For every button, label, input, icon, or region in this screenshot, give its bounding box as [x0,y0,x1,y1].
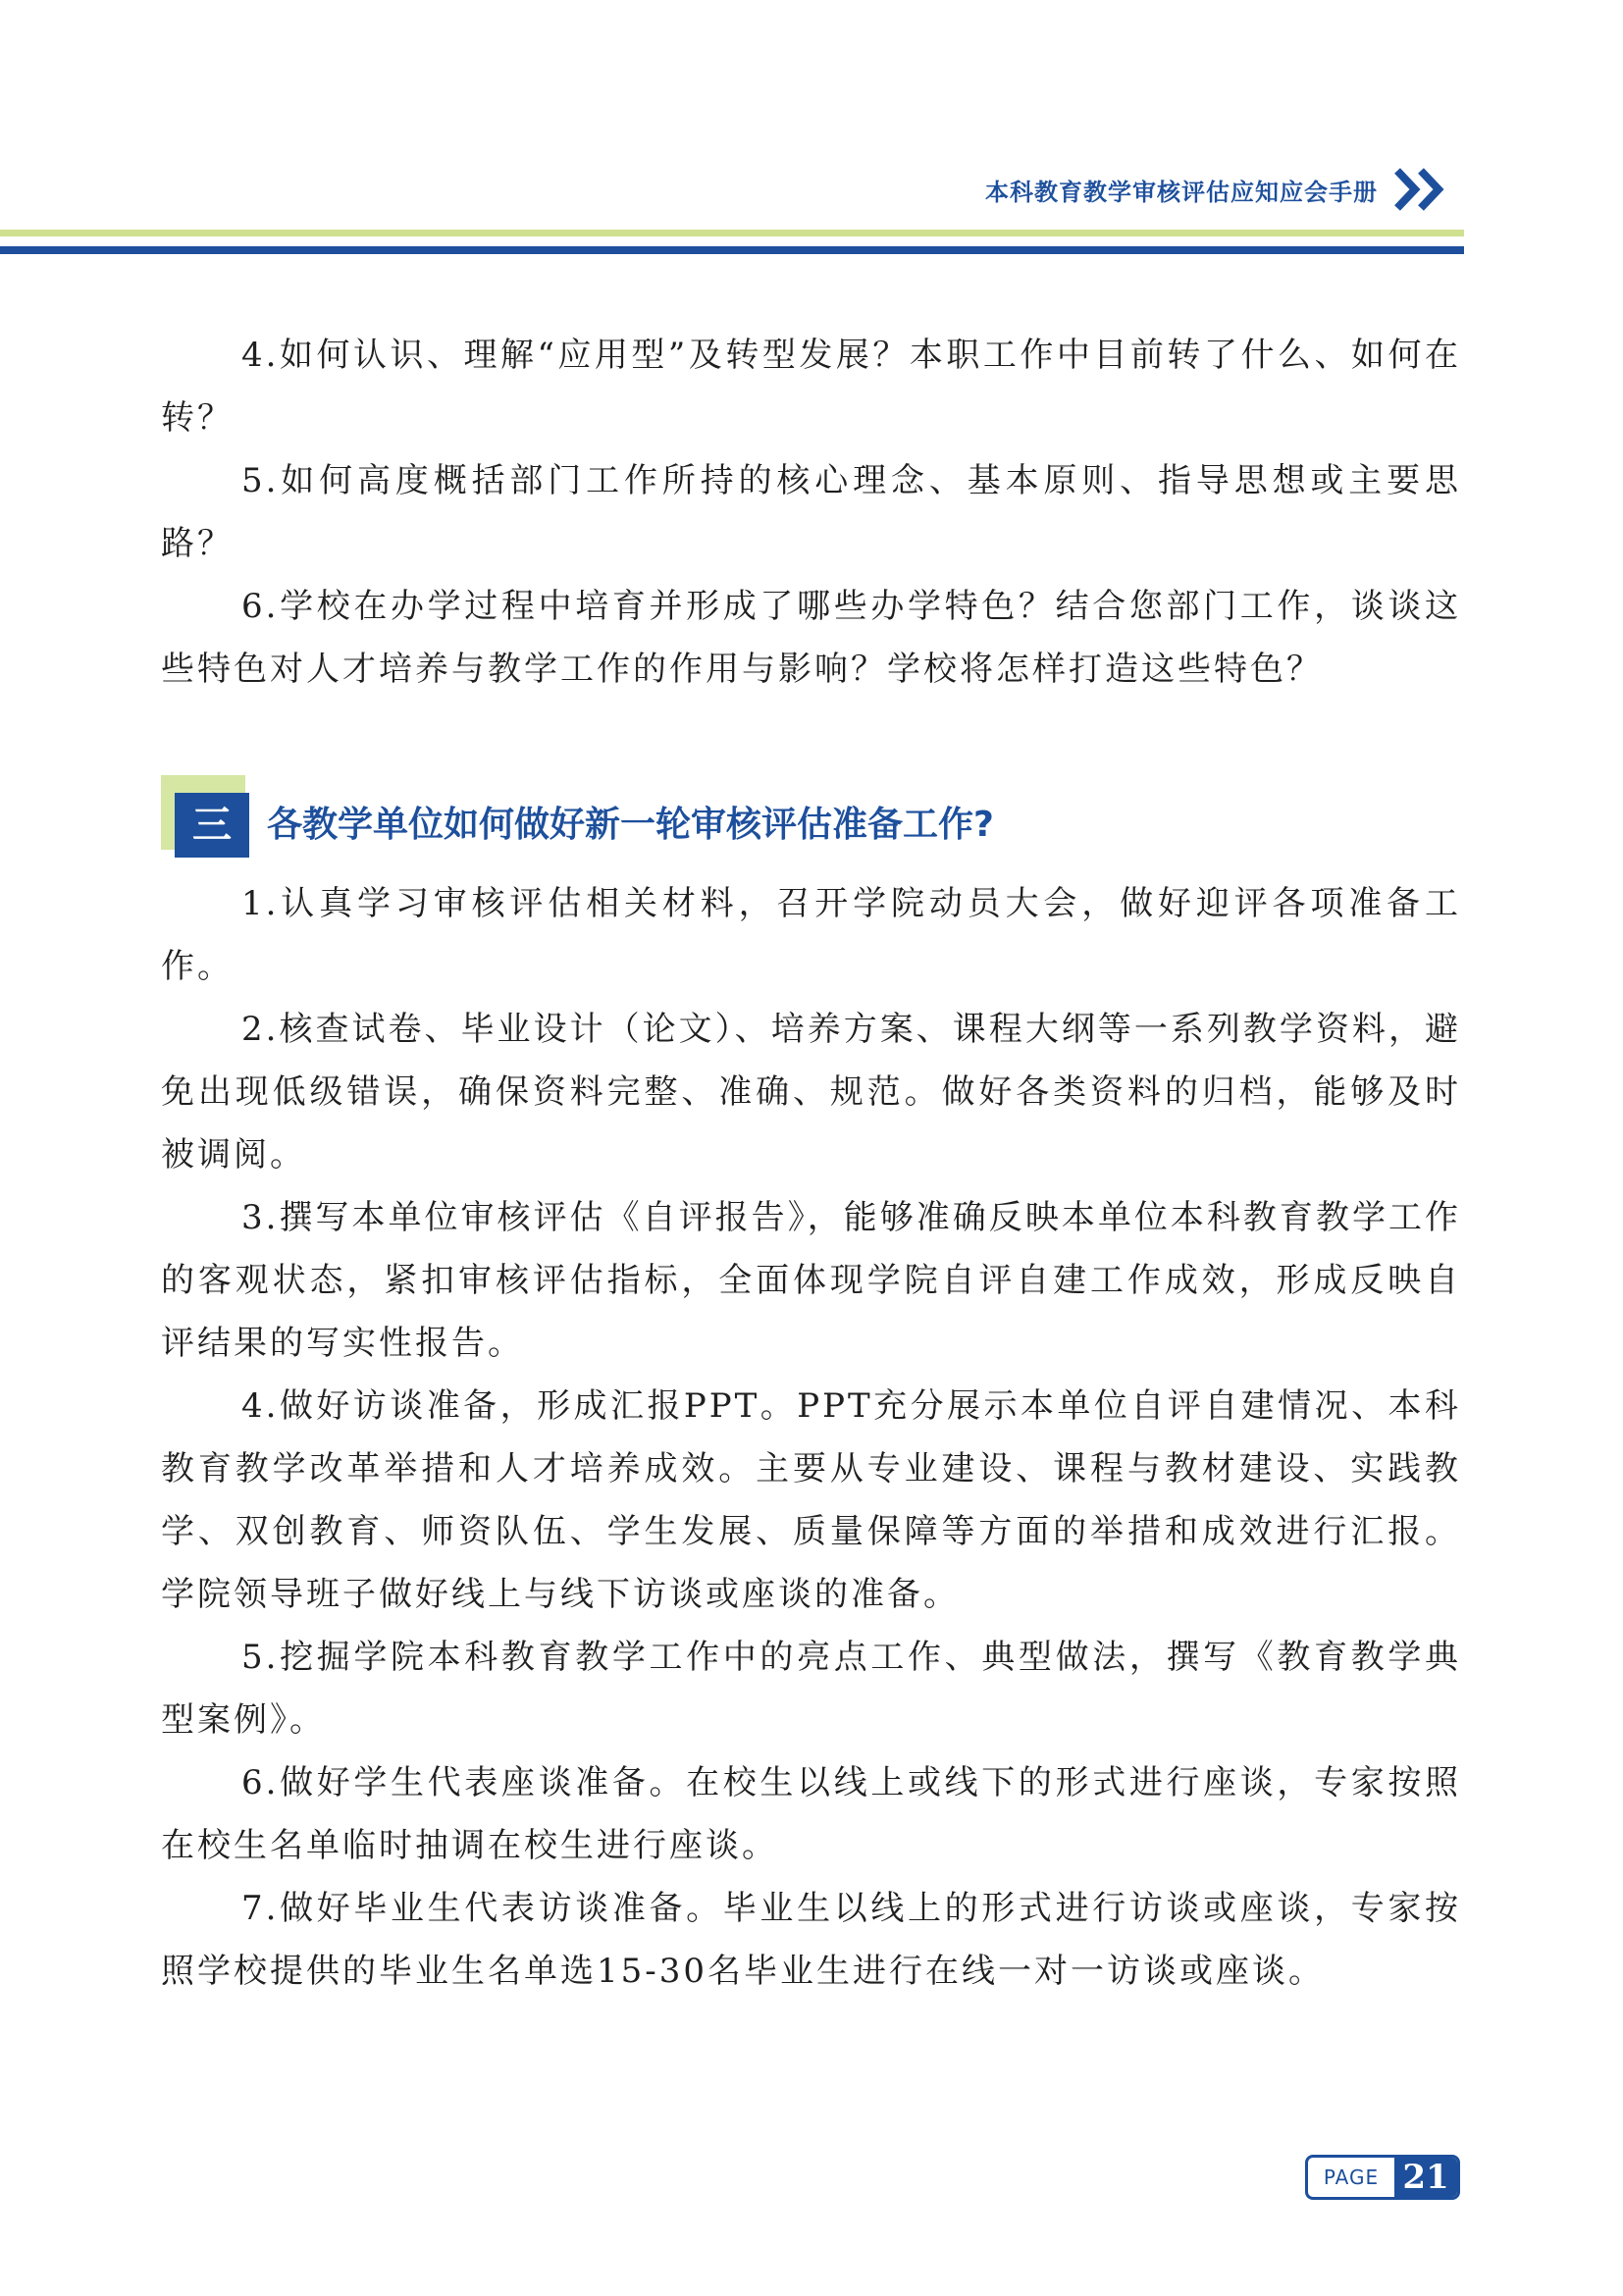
header-divider-green [0,230,1464,236]
section-step-list [161,872,1461,2003]
step-paragraph: 2.核查试卷、毕业设计（论文）、培养方案、课程大纲等一系列教学资料，避免出现低级错误，确保资料完整、准确、规范。做好各类资料的归档，能够及时被调阅。 [161,1010,1461,1174]
intro-question-list [161,324,1461,701]
step-paragraph: 1.认真学习审核评估相关材料，召开学院动员大会，做好迎评各项准备工作。 [161,884,1461,986]
page-number: 21 [1394,2158,1457,2197]
question-paragraph: 5.如何高度概括部门工作所持的核心理念、基本原则、指导思想或主要思路？ [161,461,1461,563]
step-paragraph: 5.挖掘学院本科教育教学工作中的亮点工作、典型做法，撰写《教育教学典型案例》。 [161,1638,1461,1740]
step-paragraph: 6.做好学生代表座谈准备。在校生以线上或线下的形式进行座谈，专家按照在校生名单临时抽调在校生进行座谈。 [161,1763,1461,1865]
question-paragraph: 4.如何认识、理解“应用型”及转型发展？本职工作中目前转了什么、如何在转？ [161,336,1461,438]
header-divider-blue [0,246,1464,254]
running-header-title: 本科教育教学审核评估应知应会手册 [985,179,1378,206]
step-paragraph: 3.撰写本单位审核评估《自评报告》，能够准确反映本单位本科教育教学工作的客观状态，紧扣审核评估指标，全面体现学院自评自建工作成效，形成反映自评结果的写实性报告。 [161,1198,1461,1363]
page-indicator [1305,2155,1460,2200]
section-number-badge: 三 [175,793,249,858]
question-paragraph: 6.学校在办学过程中培育并形成了哪些办学特色？结合您部门工作，谈谈这些特色对人才培养与教学工作的作用与影响？学校将怎样打造这些特色？ [161,587,1461,689]
section-title: 各教学单位如何做好新一轮审核评估准备工作? [267,805,994,845]
section-heading [161,775,1142,873]
page-label: PAGE [1323,2166,1380,2189]
step-paragraph: 4.做好访谈准备，形成汇报PPT。PPT充分展示本单位自评自建情况、本科教育教学改革举措和人才培养成效。主要从专业建设、课程与教材建设、实践教学、双创教育、师资队伍、学生发展、质量保障等方面的举措和成效进行汇报。学院领导班子做好线上与线下访谈或座谈的准备。 [161,1386,1461,1614]
double-chevron-right-icon [1391,165,1460,214]
step-paragraph: 7.做好毕业生代表访谈准备。毕业生以线上的形式进行访谈或座谈，专家按照学校提供的毕业生名单选15-30名毕业生进行在线一对一访谈或座谈。 [161,1889,1461,1991]
